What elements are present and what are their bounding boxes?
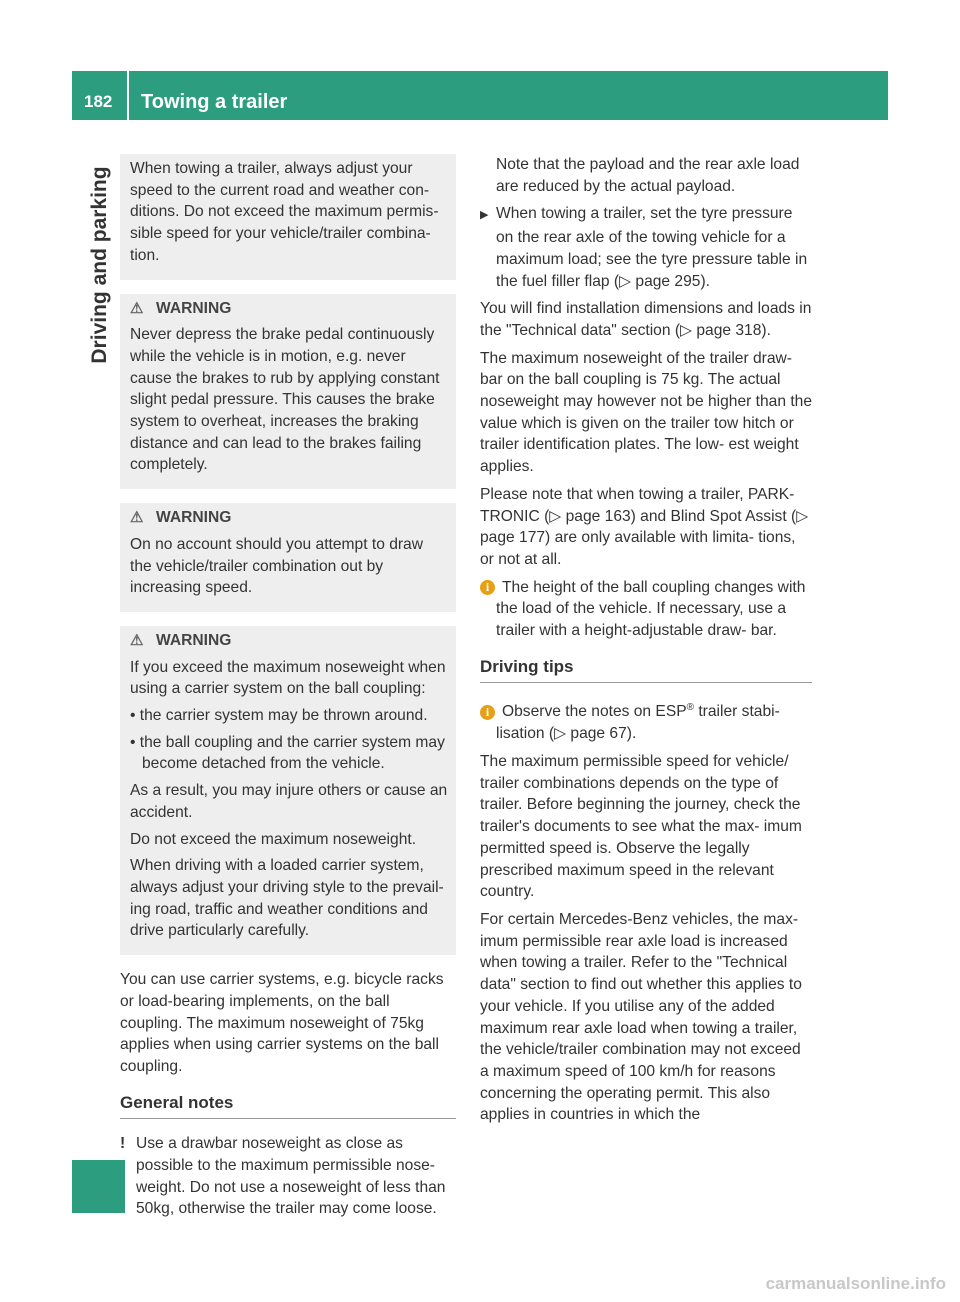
warning-text: On no account should you attempt to draw the vehicle/trailer combination out by increasing speed. [130,535,423,597]
warning-text: When driving with a loaded carrier system, always adjust your driving style to the prevail- ing road, traffic and weather conditions and drive particularly carefully. [130,857,444,940]
info-note: i Observe the notes on ESP® trailer stabi- lisation (▷ page 67). [480,697,812,745]
warning-icon: ⚠ [130,509,144,527]
bullet-item: • the ball coupling and the carrier system may become detached from the vehicle. [130,733,445,773]
paragraph: The maximum permissible speed for vehicle/ trailer combinations depends on the type of trailer. Before beginning the journey, check the trailer's documents to see what the max- imum permitted speed is. Observe the legally prescribed maximum speed in the relevant country. [480,753,802,901]
side-tab-marker [72,1160,125,1213]
note-item: ! Use a drawbar noseweight as close as possible to the maximum permissible nose- weight. Do not use a noseweight of less than 50kg, otherwise the trailer may come loose. [120,1135,446,1218]
section-heading-driving-tips: Driving tips [480,656,812,684]
step-item: ▶ When towing a trailer, set the tyre pressure on the rear axle of the towing vehicle for a maximum load; see the tyre pressure table in the fuel filler flap (▷ page 295). [480,205,808,290]
payload-note: Note that the payload and the rear axle load are reduced by the actual payload. [496,156,800,195]
paragraph: The maximum noseweight of the trailer draw- bar on the ball coupling is 75 kg. The actual noseweight may however not be higher than the value which is given on the trailer tow hitch or trailer identification plates. The low- est weight applies. [480,349,813,476]
warning-text: As a result, you may injure others or cause an accident. [130,782,448,821]
step-arrow-icon: ▶ [480,209,489,222]
intro-box [120,154,456,280]
warning-title: WARNING [156,509,232,527]
page-title: Towing a trailer [141,91,288,113]
warning-icon: ⚠ [130,631,144,649]
side-tab-label: Driving and parking [88,166,111,364]
exclamation-icon: ! [120,1135,126,1153]
warning-box-2 [120,503,456,612]
warning-text: Do not exceed the maximum noseweight. [130,830,417,848]
page-number: 182 [84,92,113,111]
paragraph: Please note that when towing a trailer, PARK- TRONIC (▷ page 163) and Blind Spot Assist (▷ page 177) are only available with limita- tions, or not at all. [480,485,809,568]
watermark: carmanualsonline.info [765,1274,946,1293]
warning-text: Never depress the brake pedal continuously while the vehicle is in motion, e.g. never cause the brakes to rub by applying constant slight pedal pressure. This causes the brake system to overheat, increases the braking distance and can lead to the brakes failing completely. [130,326,440,474]
section-heading-general-notes: General notes [120,1092,456,1120]
info-icon: i [480,580,495,595]
warning-box-1 [120,294,456,490]
paragraph: For certain Mercedes-Benz vehicles, the max- imum permissible rear axle load is increased when towing a trailer. Refer to the "Technical data" section to find out whether this applies to your vehicle. If you utilise any of the added maximum rear axle load when towing a trailer, the vehicle/trailer combination may not exceed a maximum speed of 100 km/h for reasons concerning the operating permit. This also applies in countries in which the [480,910,802,1124]
info-note: i The height of the ball coupling changes with the load of the vehicle. If necessary, use a trailer with a height-adjustable draw- bar. [480,577,812,642]
right-column [480,154,812,1132]
bullet-item: • the carrier system may be thrown around. [130,707,428,725]
paragraph: You will find installation dimensions and loads in the "Technical data" section (▷ page 318). [480,300,812,339]
warning-title: WARNING [156,299,232,317]
warning-icon: ⚠ [130,299,144,317]
header-divider [127,71,129,120]
intro-text: When towing a trailer, always adjust your speed to the current road and weather con- ditions. Do not exceed the maximum permis- sible speed for your vehicle/trailer combina- tion. [130,160,439,264]
info-icon: i [480,705,495,720]
carrier-paragraph: You can use carrier systems, e.g. bicycle racks or load-bearing implements, on the ball coupling. The maximum noseweight of 75kg applies when using carrier systems on the ball coupling. [120,971,444,1075]
left-column [120,154,456,1226]
warning-intro: If you exceed the maximum noseweight when using a carrier system on the ball coupling: [130,658,446,698]
warning-box-3 [120,626,456,955]
warning-title: WARNING [156,631,232,649]
